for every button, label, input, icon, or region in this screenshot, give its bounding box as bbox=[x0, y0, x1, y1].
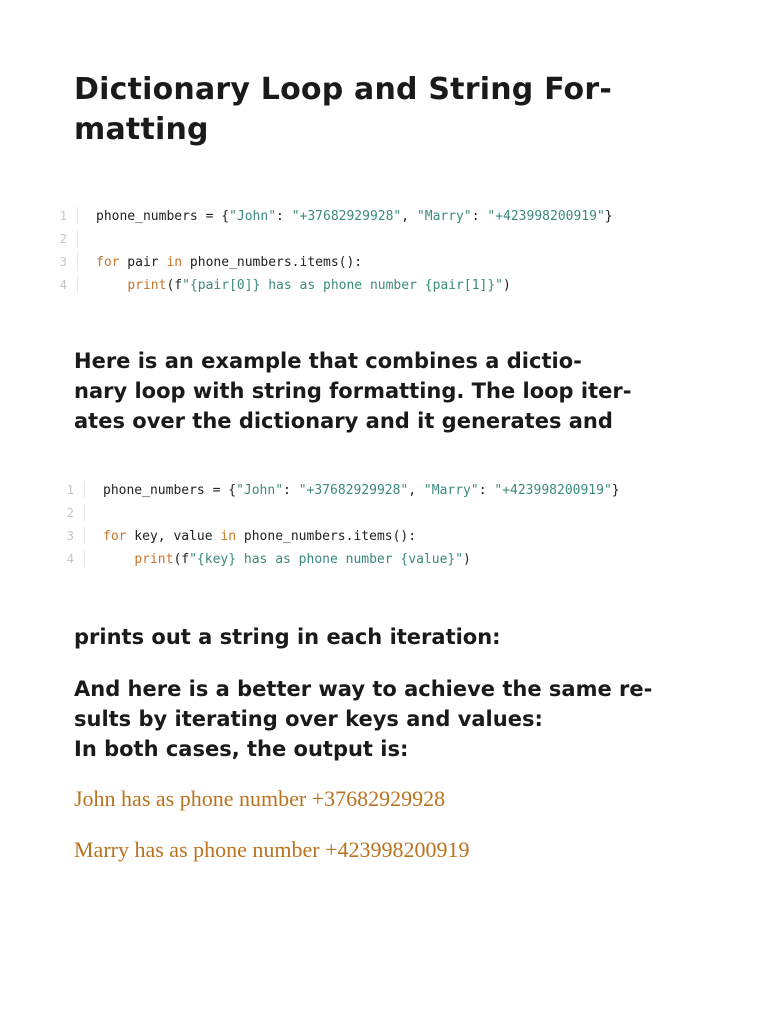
code-token: "{key} has as phone number {value}" bbox=[189, 552, 464, 567]
gutter-divider bbox=[84, 527, 85, 544]
code-token: in bbox=[166, 255, 183, 270]
paragraph-line: nary loop with string formatting. The loop iter- bbox=[74, 379, 632, 403]
code-token: "+37682929928" bbox=[291, 209, 402, 224]
code-token: phone_numbers.items(): bbox=[182, 255, 363, 270]
code-token: phone_numbers = { bbox=[96, 209, 230, 224]
code-token: : bbox=[471, 209, 488, 224]
code-token: "+37682929928" bbox=[298, 483, 409, 498]
code-token: (f bbox=[166, 278, 183, 293]
gutter-divider bbox=[77, 207, 78, 224]
line-number: 1 bbox=[59, 209, 67, 223]
code-token: "Marry" bbox=[416, 209, 472, 224]
code-line bbox=[52, 548, 620, 571]
code-token: "Marry" bbox=[423, 483, 479, 498]
code-line bbox=[45, 274, 613, 297]
code-token: phone_numbers.items(): bbox=[236, 529, 417, 544]
code-token: for bbox=[103, 529, 127, 544]
code-token: : bbox=[478, 483, 495, 498]
code-line bbox=[52, 502, 620, 525]
paragraph-line: In both cases, the output is: bbox=[74, 737, 409, 761]
paragraph-line: And here is a better way to achieve the same re- bbox=[74, 677, 653, 701]
code-token: , bbox=[408, 483, 424, 498]
code-token bbox=[96, 278, 127, 293]
line-number: 2 bbox=[59, 232, 67, 246]
page-title bbox=[74, 70, 714, 150]
code-line bbox=[45, 251, 613, 274]
page-title-line-1: Dictionary Loop and String For- bbox=[74, 72, 613, 107]
code-line bbox=[52, 525, 620, 548]
gutter-divider bbox=[77, 230, 78, 247]
gutter-divider bbox=[77, 276, 78, 293]
output-line-marry: Marry has as phone number +423998200919 bbox=[74, 837, 470, 862]
paragraph-line: Here is an example that combines a dictio- bbox=[74, 349, 582, 373]
code-token: "+423998200919" bbox=[494, 483, 612, 498]
page-title-line-2: matting bbox=[74, 112, 209, 147]
gutter-divider bbox=[84, 504, 85, 521]
code-token: (f bbox=[173, 552, 190, 567]
line-number: 3 bbox=[66, 529, 74, 543]
line-number: 3 bbox=[59, 255, 67, 269]
code-token: } bbox=[611, 483, 620, 498]
paragraph-prints-out bbox=[74, 622, 501, 652]
gutter-divider bbox=[77, 253, 78, 270]
output-line-john: John has as phone number +37682929928 bbox=[74, 786, 446, 811]
code-line bbox=[52, 479, 620, 502]
code-token: "{pair[0]} has as phone number {pair[1]}" bbox=[182, 278, 504, 293]
paragraph-better-way bbox=[74, 674, 652, 764]
code-token: pair bbox=[119, 255, 167, 270]
code-token: : bbox=[276, 209, 292, 224]
code-token: key, value bbox=[126, 529, 221, 544]
line-number: 2 bbox=[66, 506, 74, 520]
code-token: : bbox=[283, 483, 299, 498]
paragraph-line: ates over the dictionary and it generates and bbox=[74, 409, 613, 433]
code-token: "+423998200919" bbox=[487, 209, 605, 224]
line-number: 1 bbox=[66, 483, 74, 497]
line-number: 4 bbox=[59, 278, 67, 292]
code-token: in bbox=[220, 529, 237, 544]
code-token: for bbox=[96, 255, 120, 270]
code-token bbox=[103, 552, 134, 567]
gutter-divider bbox=[84, 481, 85, 498]
code-token: } bbox=[604, 209, 613, 224]
code-token: , bbox=[401, 209, 417, 224]
code-line bbox=[45, 228, 613, 251]
code-block-key-value-loop bbox=[52, 479, 620, 571]
code-block-pair-loop bbox=[45, 205, 613, 297]
code-token: "John" bbox=[229, 209, 277, 224]
paragraph-example-intro bbox=[74, 346, 631, 436]
code-token: print bbox=[127, 278, 167, 293]
code-token: phone_numbers = { bbox=[103, 483, 237, 498]
gutter-divider bbox=[84, 550, 85, 567]
paragraph-line: prints out a string in each iteration: bbox=[74, 625, 501, 649]
code-line bbox=[45, 205, 613, 228]
code-token: "John" bbox=[236, 483, 284, 498]
line-number: 4 bbox=[66, 552, 74, 566]
code-token: ) bbox=[463, 552, 471, 567]
paragraph-line: sults by iterating over keys and values: bbox=[74, 707, 543, 731]
code-token: print bbox=[134, 552, 174, 567]
code-token: ) bbox=[503, 278, 511, 293]
